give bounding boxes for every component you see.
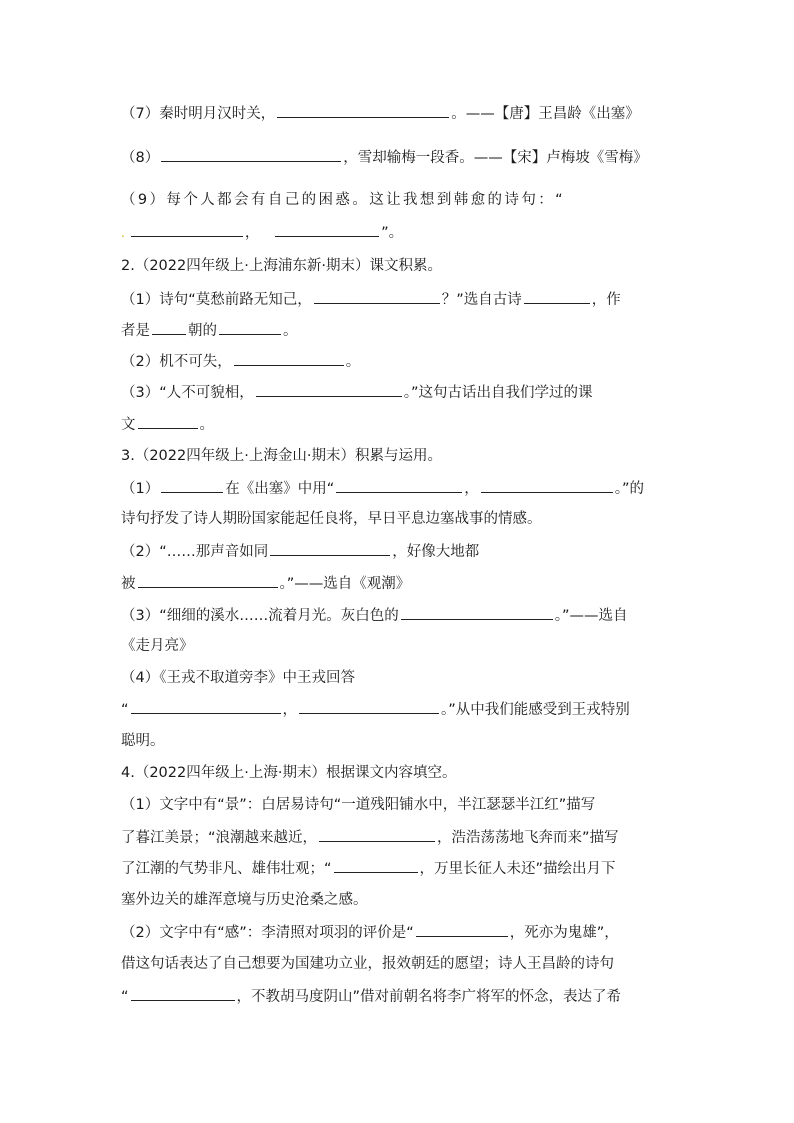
q1-item7-text: （7）秦时明月汉时关， bbox=[121, 106, 276, 122]
answer-blank[interactable] bbox=[481, 478, 613, 493]
q4-item1-line4: 塞外边关的雄浑意境与历史沧桑之感。 bbox=[121, 892, 368, 908]
answer-blank[interactable] bbox=[299, 699, 439, 714]
q4-item1-text2: ，浩浩荡荡地飞奔而来”描写 bbox=[437, 830, 619, 846]
q4-item2-text2: ，死亦为鬼雄”， bbox=[509, 925, 619, 941]
q3-item3-text: （3）“细细的溪水……流着月光。灰白色的 bbox=[121, 608, 399, 624]
q1-item9-text: （9）每个人都会有自己的困惑。这让我想到韩愈的诗句：“ bbox=[121, 192, 566, 208]
answer-blank[interactable] bbox=[131, 699, 281, 714]
q3-item3-source: 。”——选自 bbox=[554, 608, 628, 624]
q3-item1-end: 。”的 bbox=[614, 481, 645, 497]
answer-blank[interactable] bbox=[270, 541, 390, 556]
answer-blank[interactable] bbox=[219, 320, 281, 335]
answer-blank[interactable] bbox=[256, 382, 402, 397]
q2-item3-text3: 文 bbox=[121, 417, 136, 433]
answer-blank[interactable] bbox=[524, 289, 590, 304]
q2-item3-cont bbox=[121, 414, 681, 435]
q2-item1-text4: 者是 bbox=[121, 323, 150, 339]
q2-item3 bbox=[121, 382, 681, 403]
open-quote: “ bbox=[121, 702, 129, 718]
q2-item1-text3: ，作 bbox=[591, 292, 621, 308]
q3-item2-text2: ，好像大地都 bbox=[392, 544, 480, 560]
q4-item2-line3 bbox=[121, 986, 681, 1007]
q4-item1-text3: 了江潮的气势非凡、雄伟壮观；“ bbox=[121, 861, 332, 877]
q3-item1-num: （1） bbox=[121, 481, 160, 497]
q3-item1 bbox=[121, 478, 681, 499]
answer-blank[interactable] bbox=[138, 414, 198, 429]
q4-item2-text: （2）文字中有“感”：李清照对项羽的评价是“ bbox=[121, 925, 414, 941]
answer-blank[interactable] bbox=[131, 986, 235, 1001]
q4-item1-line3 bbox=[121, 858, 681, 879]
q1-item7-source: 。——【唐】王昌龄《出塞》 bbox=[451, 106, 640, 122]
q3-item4: （4）《王戎不取道旁李》中王戎回答 bbox=[121, 670, 355, 686]
q3-item4-end: 聪明。 bbox=[121, 733, 165, 749]
bullet-dot-icon: . bbox=[121, 226, 125, 240]
answer-blank[interactable] bbox=[277, 103, 449, 118]
q1-item7 bbox=[121, 103, 681, 124]
q2-item3-end: 。 bbox=[199, 417, 214, 433]
q3-item2 bbox=[121, 541, 681, 562]
q2-item2-text: （2）机不可失， bbox=[121, 354, 232, 370]
comma: ， bbox=[464, 481, 479, 497]
q3-item3-cont: 《走月亮》 bbox=[121, 638, 194, 654]
q2-item3-text: （3）“人不可貌相， bbox=[121, 385, 254, 401]
q1-item8 bbox=[121, 147, 681, 168]
answer-blank[interactable] bbox=[138, 573, 278, 588]
q4-title: 4.（2022四年级上·上海·期末）根据课文内容填空。 bbox=[121, 765, 457, 781]
q3-item2-text: （2）“……那声音如同 bbox=[121, 544, 269, 560]
q3-item2-source: 。”——选自《观潮》 bbox=[279, 576, 411, 592]
q1-item9-blanks bbox=[121, 222, 681, 243]
q2-item3-text2: 。”这句古话出自我们学过的课 bbox=[403, 385, 593, 401]
q3-item3 bbox=[121, 605, 681, 626]
q4-item1-text4: ，万里长征人未还”描绘出月下 bbox=[419, 861, 616, 877]
answer-blank[interactable] bbox=[131, 222, 243, 237]
q3-title: 3.（2022四年级上·上海金山·期末）积累与运用。 bbox=[121, 448, 442, 464]
q4-item2-text3: ，不教胡马度阴山”借对前朝名将李广将军的怀念，表达了希 bbox=[236, 989, 622, 1005]
q3-item2-text3: 被 bbox=[121, 576, 136, 592]
answer-blank[interactable] bbox=[319, 827, 435, 842]
answer-blank[interactable] bbox=[416, 922, 508, 937]
answer-blank[interactable] bbox=[334, 858, 418, 873]
q3-item4-cont bbox=[121, 699, 681, 720]
answer-blank[interactable] bbox=[234, 351, 344, 366]
q1-item9 bbox=[121, 190, 681, 210]
q3-item1-cont: 诗句抒发了诗人期盼国家能起任良将，早日平息边塞战事的情感。 bbox=[121, 511, 542, 527]
q2-item1-cont bbox=[121, 320, 681, 341]
close-quote: ”。 bbox=[381, 225, 404, 241]
q2-item2-end: 。 bbox=[345, 354, 361, 370]
comma: ， bbox=[282, 702, 298, 718]
q1-item8-text: ，雪却输梅一段香。——【宋】卢梅坡《雪梅》 bbox=[343, 150, 648, 166]
q2-item1-text6: 。 bbox=[283, 323, 298, 339]
q2-item1-text: （1）诗句“莫愁前路无知己， bbox=[121, 292, 312, 308]
q3-item2-cont bbox=[121, 573, 681, 594]
q2-title: 2.（2022四年级上·上海浦东新·期末）课文积累。 bbox=[121, 258, 442, 274]
answer-blank[interactable] bbox=[152, 320, 186, 335]
answer-blank[interactable] bbox=[336, 478, 462, 493]
answer-blank[interactable] bbox=[314, 289, 440, 304]
q4-item2-line1 bbox=[121, 922, 681, 943]
q4-item1-text: 了暮江美景；“浪潮越来越近， bbox=[121, 830, 318, 846]
q3-item1-text: 在《出塞》中用“ bbox=[225, 481, 335, 497]
open-quote: “ bbox=[121, 989, 129, 1005]
q3-item4-text: 。”从中我们能感受到王戎特别 bbox=[441, 702, 630, 718]
comma: ， bbox=[244, 225, 260, 241]
q4-item2-line2: 借这句话表达了自己想要为国建功立业，报效朝廷的愿望；诗人王昌龄的诗句 bbox=[121, 956, 614, 972]
q4-item1-line2 bbox=[121, 827, 681, 848]
q4-item1-line1: （1）文字中有“景”：白居易诗句“一道残阳铺水中，半江瑟瑟半江红”描写 bbox=[121, 797, 596, 813]
q2-item1-text2: ？”选自古诗 bbox=[441, 292, 522, 308]
q2-item1 bbox=[121, 289, 681, 310]
q2-item2 bbox=[121, 351, 681, 372]
answer-blank[interactable] bbox=[161, 147, 341, 162]
answer-blank[interactable] bbox=[401, 605, 553, 620]
q1-item8-num: （8） bbox=[121, 150, 160, 166]
answer-blank[interactable] bbox=[275, 222, 379, 237]
answer-blank[interactable] bbox=[161, 478, 223, 493]
q2-item1-text5: 朝的 bbox=[188, 323, 217, 339]
